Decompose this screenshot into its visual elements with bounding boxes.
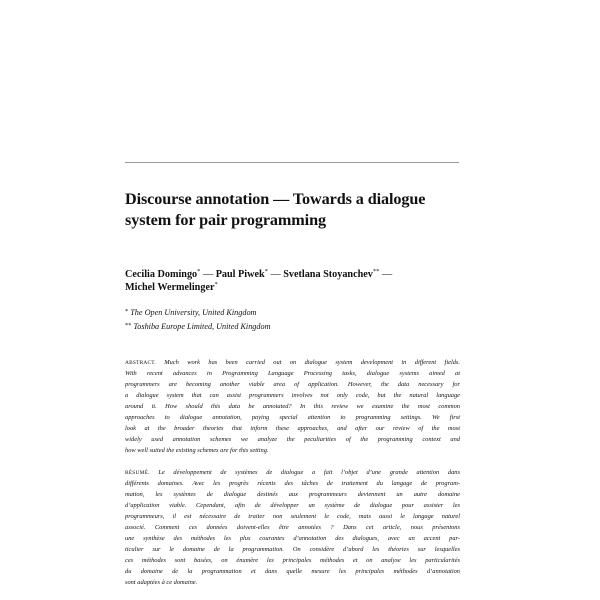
abstract-line: look at the broader theories that inform these approaches, and after our review of the most xyxy=(125,425,460,433)
abstract-line: programmers are becoming another viable area of application. However, the data necessary for xyxy=(125,381,460,389)
resume-line: mation, les systèmes de dialogue destinés aux programmeurs deviennent un autre domaine xyxy=(125,491,460,499)
affiliation-mark: ** xyxy=(125,321,132,329)
author-separator: — xyxy=(270,269,281,280)
author-affiliation-mark: * xyxy=(264,268,268,275)
title-line-2: system for pair programming xyxy=(125,211,326,229)
affiliation-text: Toshiba Europe Limited, United Kingdom xyxy=(133,321,271,331)
paper-title xyxy=(125,189,465,231)
resume-line: sont adaptées à ce domaine. xyxy=(125,579,198,587)
affiliation-list xyxy=(125,306,465,333)
author-line-2 xyxy=(125,281,465,294)
abstract-label: ABSTRACT. xyxy=(125,360,156,366)
author-list xyxy=(125,268,465,294)
affiliation-item xyxy=(125,306,465,320)
title-line-1: Discourse annotation — Towards a dialogue xyxy=(125,190,426,208)
resume-line: d’application viable. Cependant, afin de développer un système de dialogue pour assister les xyxy=(125,502,460,510)
abstract xyxy=(125,357,460,456)
abstract-line xyxy=(125,357,460,368)
author-affiliation-mark: * xyxy=(214,281,218,288)
author-separator: — xyxy=(381,269,393,280)
resume-line: différents domaines. Avec les progrès récents des tâches de traitement du langage de program- xyxy=(125,480,460,488)
author-name: Svetlana Stoyanchev xyxy=(283,269,373,280)
resume-line: une synthèse des méthodes les plus courantes d’annotation des dialogues, avec un accent par- xyxy=(125,535,460,543)
author-separator: — xyxy=(202,269,214,280)
abstract-line: a dialogue system that can assist programmers involves not only code, but the natural language xyxy=(125,392,460,400)
author-name: Paul Piwek xyxy=(215,269,265,280)
author-line-1 xyxy=(125,268,465,281)
author-affiliation-mark: ** xyxy=(372,268,380,275)
affiliation-item xyxy=(125,320,465,334)
resume-label: RÉSUMÉ. xyxy=(125,470,150,476)
author-name: Michel Wermelinger xyxy=(125,282,215,293)
abstract-line: how well suited the existing schemes are for this setting. xyxy=(125,447,269,455)
resume-line: associé. Comment ces données doivent-elles être annotées ? Dans cet article, nous présentons xyxy=(125,524,460,532)
resume-line: du domaine de la programmation et dans quelle mesure les principales méthodes d’annotation xyxy=(125,568,460,576)
abstract-line: around it. How should this data be annotated? In this review we examine the most common xyxy=(125,403,460,411)
resume-line xyxy=(125,467,460,478)
author-name: Cecilia Domingo xyxy=(125,269,198,280)
resume-abstract xyxy=(125,467,460,589)
author-affiliation-mark: * xyxy=(197,268,201,275)
resume-text: Le développement de systèmes de dialogue a fait l’objet d’une grande attention dans xyxy=(158,469,460,476)
abstract-line: approaches to dialogue annotation, paying special attention to programming settings. We first xyxy=(125,414,460,422)
resume-line: ticulier sur le domaine de la programmation. On considère d’abord les théories sur lesquelles xyxy=(125,546,460,554)
abstract-line: With recent advances in Programming Language Processing tasks, dialogue systems aimed at xyxy=(125,370,460,378)
affiliation-mark: * xyxy=(125,308,129,315)
header-rule xyxy=(125,162,459,163)
abstract-line: widely used annotation schemes we analyze the peculiarities of the programming context and xyxy=(125,436,460,444)
abstract-text: Much work has been carried out on dialogue system development in different fields. xyxy=(164,359,460,366)
affiliation-text: The Open University, United Kingdom xyxy=(130,308,257,317)
resume-line: ces méthodes sont basées, on énumère les principales méthodes et on analyse les particularités xyxy=(125,557,460,565)
resume-line: programmeurs, il est nécessaire de traiter non seulement le code, mais aussi le langage naturel xyxy=(125,513,460,521)
